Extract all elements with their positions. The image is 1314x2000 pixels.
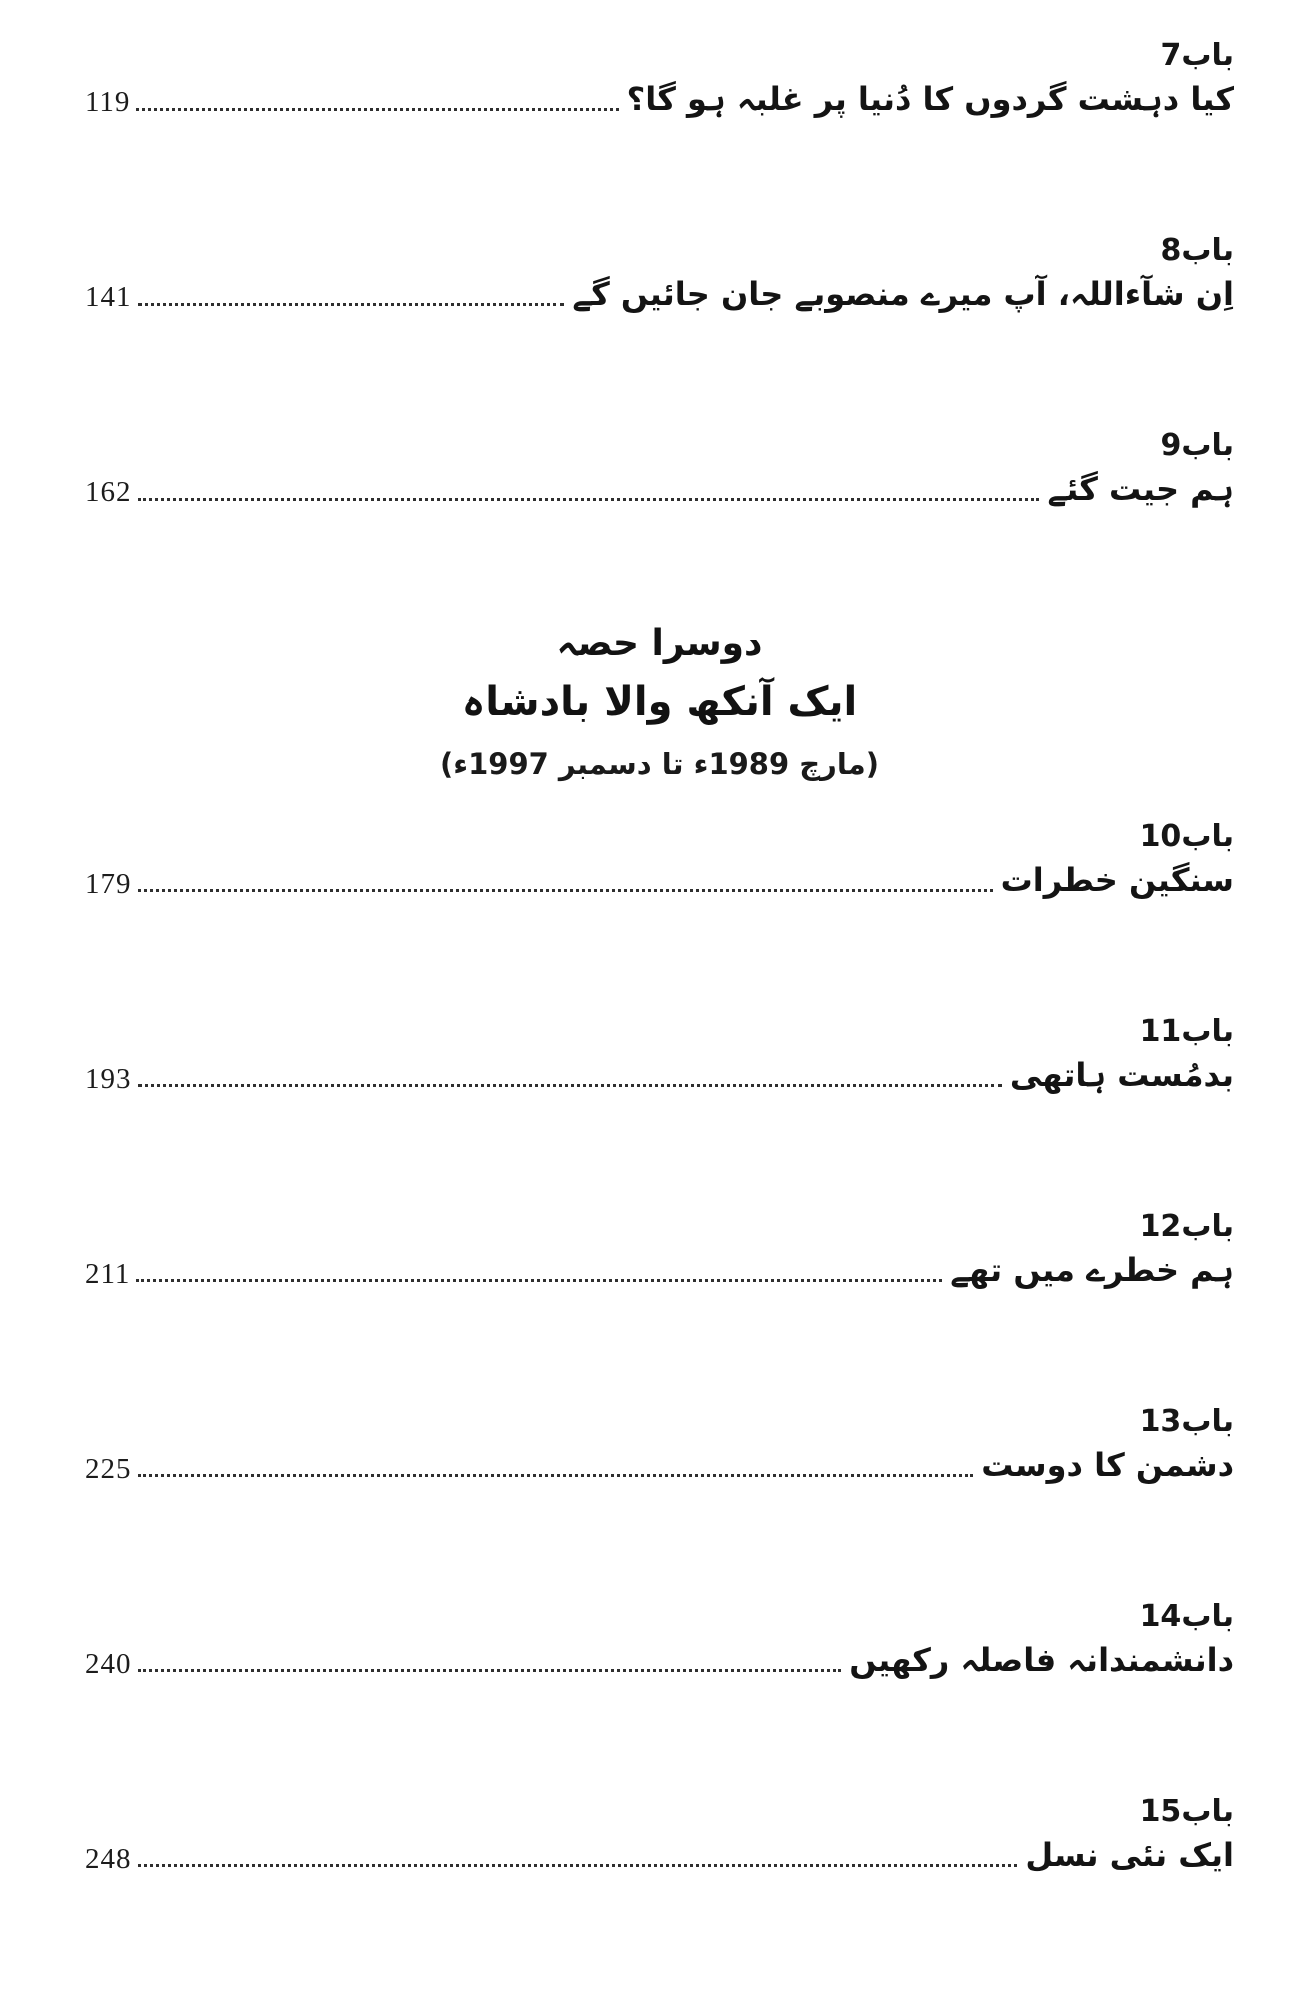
dot-leader (138, 1083, 1002, 1087)
page-number: 193 (85, 1062, 132, 1095)
dot-leader (138, 888, 993, 892)
chapter-title-row (85, 1640, 1234, 1680)
toc-chapter-entry (85, 1597, 1234, 1680)
page-number: 225 (85, 1452, 132, 1485)
page-number: 179 (85, 867, 132, 900)
toc-chapter-entry (85, 36, 1234, 119)
chapter-label: باب12 (1139, 1209, 1234, 1245)
chapter-label: باب14 (1139, 1599, 1234, 1635)
part-heading (85, 621, 1234, 783)
chapter-title-row (85, 1055, 1234, 1095)
chapter-label: باب10 (1139, 819, 1234, 855)
page-number: 211 (85, 1257, 131, 1290)
chapter-title: اِن شآءاللہ، آپ میرے منصوبے جان جائیں گے (572, 275, 1234, 313)
chapter-title: ہم جیت گئے (1047, 470, 1234, 508)
chapter-title: دشمن کا دوست (981, 1446, 1234, 1485)
page-number: 248 (85, 1842, 132, 1875)
chapter-label: باب9 (1160, 428, 1234, 463)
dot-leader (138, 302, 565, 306)
chapter-label: باب15 (1139, 1794, 1234, 1830)
part-title: ایک آنکھ والا بادشاہ (461, 678, 858, 725)
chapter-title-row (85, 1250, 1234, 1290)
toc-chapter-entry (85, 231, 1234, 314)
dot-leader (136, 1278, 942, 1282)
chapter-label: باب8 (1160, 233, 1234, 268)
page-number: 119 (85, 86, 131, 119)
toc-chapter-entry (85, 1012, 1234, 1095)
chapter-title: کیا دہشت گردوں کا دُنیا پر غلبہ ہو گا؟ (626, 80, 1234, 118)
page-number: 162 (85, 476, 132, 509)
chapter-title-row (85, 860, 1234, 900)
dot-leader (138, 497, 1040, 501)
toc-chapter-entry (85, 817, 1234, 900)
dot-leader (138, 1863, 1018, 1867)
chapter-title: بدمُست ہاتھی (1009, 1056, 1234, 1095)
chapter-title-row (85, 1445, 1234, 1485)
part-dates: (مارچ 1989ء تا دسمبر 1997ء) (440, 746, 879, 781)
toc-chapter-entry (85, 426, 1234, 509)
dot-leader (136, 107, 618, 111)
chapter-label: باب11 (1139, 1014, 1234, 1050)
chapter-title: دانشمندانہ فاصلہ رکھیں (849, 1641, 1234, 1680)
toc-chapter-entry (85, 1792, 1234, 1875)
chapter-title-row (85, 79, 1234, 119)
chapter-title-row (85, 1835, 1234, 1875)
chapter-title-row (85, 274, 1234, 314)
dot-leader (138, 1473, 974, 1477)
chapter-label: باب13 (1139, 1404, 1234, 1440)
chapter-title: ہم خطرے میں تھے (950, 1251, 1234, 1290)
chapter-title: سنگین خطرات (1000, 861, 1234, 900)
chapter-title: ایک نئی نسل (1025, 1836, 1234, 1875)
chapter-title-row (85, 469, 1234, 509)
dot-leader (138, 1668, 842, 1672)
table-of-contents (85, 36, 1234, 1875)
page-number: 141 (85, 281, 132, 314)
chapter-label: باب7 (1160, 38, 1234, 73)
page-number: 240 (85, 1647, 132, 1680)
toc-chapter-entry (85, 1207, 1234, 1290)
part-label: دوسرا حصہ (556, 623, 763, 664)
toc-chapter-entry (85, 1402, 1234, 1485)
